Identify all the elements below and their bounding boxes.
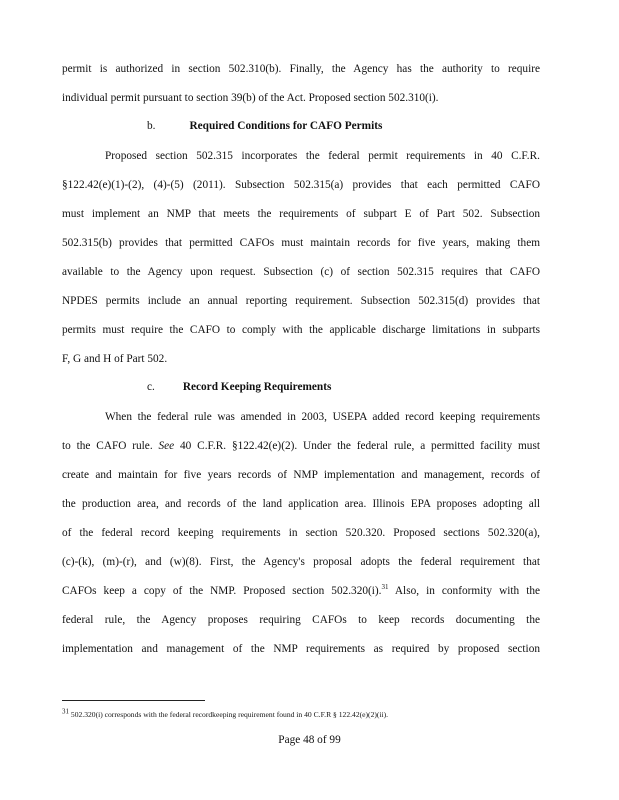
text-span: CAFOs keep a copy of the NMP. Proposed section 502.320(i). [62,585,382,597]
body-text-line: create and maintain for five years records of NMP implementation and management, records of [62,469,540,481]
body-text-line: (c)-(k), (m)-(r), and (w)(8). First, the Agency's proposal adopts the federal requirement that [62,556,540,568]
body-text-line: When the federal rule was amended in 2003, USEPA added record keeping requirements [105,411,540,423]
citation-signal: See [158,440,175,452]
body-text-line: must implement an NMP that meets the requirements of subpart E of Part 502. Subsection [62,208,540,220]
heading-label: b. [147,120,156,132]
body-text-line: individual permit pursuant to section 39(b) of the Act. Proposed section 502.310(i). [62,92,439,104]
footnote-number: 31 [62,707,69,716]
heading-label: c. [147,381,155,393]
body-text-line: permits must require the CAFO to comply with the applicable discharge limitations in subparts [62,324,540,336]
heading-title: Required Conditions for CAFO Permits [189,120,383,132]
text-span: Also, in conformity with the [388,585,540,597]
body-text-line: federal rule, the Agency proposes requiring CAFOs to keep records documenting the [62,614,540,626]
text-span: to the CAFO rule. [62,440,159,452]
body-text-line: 502.315(b) provides that permitted CAFOs must maintain records for five years, making them [62,237,540,249]
footnote-divider [62,700,205,701]
body-text-line: the production area, and records of the land application area. Illinois EPA proposes adopting all [62,498,540,510]
body-text-line: available to the Agency upon request. Subsection (c) of section 502.315 requires that CAFO [62,266,540,278]
body-text-line: Proposed section 502.315 incorporates the federal permit requirements in 40 C.F.R. [105,150,540,162]
footnote [62,707,540,719]
heading-title: Record Keeping Requirements [182,381,332,393]
body-text-line [62,584,540,598]
body-text-line: F, G and H of Part 502. [62,353,168,365]
body-text-line: implementation and management of the NMP requirements as required by proposed section [62,643,540,655]
page-number: Page 48 of 99 [278,734,341,746]
body-text-line: permit is authorized in section 502.310(b). Finally, the Agency has the authority to require [62,63,540,75]
section-heading-c [147,381,331,393]
body-text-line [62,439,540,453]
body-text-line: §122.42(e)(1)-(2), (4)-(5) (2011). Subsection 502.315(a) provides that each permitted CAFO [62,179,540,191]
footnote-ref: 31 [381,584,389,592]
footnote-text: 502.320(i) corresponds with the federal recordkeeping requirement found in 40 C.F.R § 122.42(e)(2)(ii). [69,710,389,719]
body-text-line: of the federal record keeping requirements in section 520.320. Proposed sections 502.320(a), [62,527,540,539]
section-heading-b [147,120,382,132]
body-text-line: NPDES permits include an annual reporting requirement. Subsection 502.315(d) provides that [62,295,540,307]
text-span: 40 C.F.R. §122.42(e)(2). Under the federal rule, a permitted facility must [174,440,540,452]
